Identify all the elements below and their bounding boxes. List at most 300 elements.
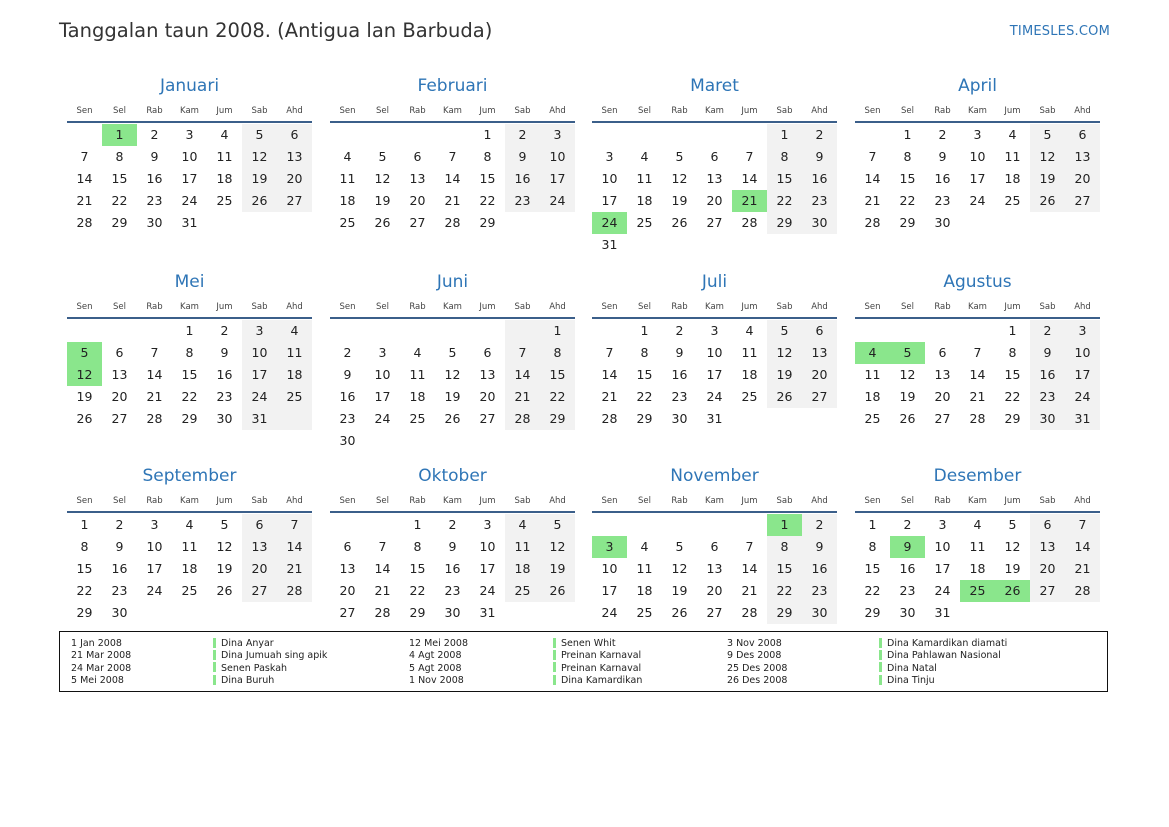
day-cell: 29 — [549, 411, 566, 426]
day-cell: 20 — [409, 193, 426, 208]
weekday-label: Sel — [113, 302, 126, 312]
weekday-label: Rab — [671, 106, 688, 116]
day-cell: 12 — [251, 149, 268, 164]
day-cell: 24 — [969, 193, 986, 208]
day-cell: 26 — [1039, 193, 1056, 208]
weekday-label: Ahd — [549, 302, 566, 312]
header-rule — [592, 121, 837, 123]
day-cell: 4 — [220, 127, 229, 142]
day-cell: 26 — [251, 193, 268, 208]
day-cell: 11 — [409, 367, 426, 382]
day-cell: 6 — [115, 345, 124, 360]
day-cell: 11 — [636, 171, 653, 186]
day-cell: 4 — [973, 517, 982, 532]
day-cell: 5 — [220, 517, 229, 532]
day-cell: 31 — [601, 237, 618, 252]
day-cell: 8 — [1008, 345, 1017, 360]
day-cell: 1 — [413, 517, 422, 532]
day-cell: 28 — [76, 215, 93, 230]
month-name: Februari — [417, 76, 488, 96]
day-cell: 25 — [741, 389, 758, 404]
weekday-label: Sab — [514, 496, 531, 506]
day-cell: 13 — [286, 149, 303, 164]
weekday-label: Sel — [376, 106, 389, 116]
day-cell: 17 — [1074, 367, 1091, 382]
day-cell: 14 — [601, 367, 618, 382]
day-cell: 27 — [251, 583, 268, 598]
day-cell: 26 — [374, 215, 391, 230]
day-cell: 8 — [483, 149, 492, 164]
legend-holiday-name: Dina Tinju — [887, 675, 935, 687]
day-cell: 29 — [899, 215, 916, 230]
day-cell: 21 — [514, 389, 531, 404]
legend-date: 5 Agt 2008 — [409, 662, 462, 674]
day-cell: 18 — [636, 193, 653, 208]
day-cell: 17 — [479, 561, 496, 576]
legend-date: 24 Mar 2008 — [71, 662, 132, 674]
day-cell: 10 — [549, 149, 566, 164]
month-name: Desember — [933, 466, 1022, 486]
day-cell: 7 — [745, 539, 754, 554]
day-cell: 11 — [339, 171, 356, 186]
day-cell: 10 — [251, 345, 268, 360]
day-cell: 16 — [1039, 367, 1056, 382]
header-rule — [330, 317, 575, 319]
month-name: Oktober — [418, 466, 487, 486]
day-cell: 28 — [374, 605, 391, 620]
day-cell: 20 — [1074, 171, 1091, 186]
header-rule — [855, 317, 1100, 319]
weekday-label: Jum — [479, 106, 496, 116]
month-name: September — [142, 466, 237, 486]
day-cell: 4 — [343, 149, 352, 164]
holiday-color-marker — [553, 662, 556, 672]
month-name: April — [958, 76, 997, 96]
day-cell: 20 — [339, 583, 356, 598]
weekday-label: Sen — [864, 106, 881, 116]
day-cell: 28 — [286, 583, 303, 598]
legend-holiday-name: Dina Kamardikan diamati — [887, 638, 1008, 649]
day-cell: 11 — [286, 345, 303, 360]
day-cell: 10 — [374, 367, 391, 382]
weekday-label: Jum — [741, 496, 758, 506]
day-cell: 10 — [706, 345, 723, 360]
day-cell: 6 — [938, 345, 947, 360]
day-cell: 1 — [185, 323, 194, 338]
legend-item — [553, 650, 642, 662]
day-cell: 21 — [444, 193, 461, 208]
day-cell: 24 — [1074, 389, 1091, 404]
day-cell: 23 — [111, 583, 128, 598]
weekday-label: Kam — [443, 302, 462, 312]
day-cell: 3 — [378, 345, 387, 360]
day-cell: 28 — [741, 215, 758, 230]
day-cell: 30 — [934, 215, 951, 230]
legend-date: 1 Jan 2008 — [71, 638, 122, 649]
day-cell: 2 — [518, 127, 527, 142]
day-cell: 21 — [969, 389, 986, 404]
day-cell: 2 — [903, 517, 912, 532]
day-cell: 22 — [479, 193, 496, 208]
legend-dates-column — [71, 638, 131, 688]
day-cell: 6 — [1043, 517, 1052, 532]
header-rule — [67, 317, 312, 319]
day-cell: 7 — [80, 149, 89, 164]
day-cell: 21 — [1074, 561, 1091, 576]
legend-holiday-name: Senen Paskah — [221, 662, 288, 674]
day-cell: 27 — [934, 411, 951, 426]
day-cell: 22 — [409, 583, 426, 598]
day-cell: 2 — [1043, 323, 1052, 338]
day-cell: 16 — [899, 561, 916, 576]
day-cell: 5 — [255, 127, 264, 142]
day-cell: 3 — [553, 127, 562, 142]
day-cell: 9 — [448, 539, 457, 554]
day-cell: 6 — [710, 539, 719, 554]
day-cell: 24 — [549, 193, 566, 208]
weekday-header — [330, 496, 575, 510]
weekday-label: Sen — [601, 106, 618, 116]
day-cell: 14 — [286, 539, 303, 554]
day-cell: 9 — [815, 539, 824, 554]
day-cell: 10 — [479, 539, 496, 554]
day-cell: 17 — [969, 171, 986, 186]
day-cell: 23 — [934, 193, 951, 208]
weekday-label: Ahd — [286, 302, 303, 312]
weekday-header — [67, 106, 312, 120]
day-cell: 22 — [776, 193, 793, 208]
day-cell: 18 — [1004, 171, 1021, 186]
weekday-header — [330, 106, 575, 120]
weekday-label: Sel — [113, 496, 126, 506]
day-cell: 4 — [640, 539, 649, 554]
weekday-label: Ahd — [811, 302, 828, 312]
day-cell: 17 — [601, 583, 618, 598]
legend-item — [213, 650, 327, 662]
day-cell: 19 — [374, 193, 391, 208]
day-cell: 4 — [745, 323, 754, 338]
day-cell: 29 — [776, 605, 793, 620]
legend-holiday-name: Dina Kamardikan — [561, 675, 643, 687]
day-cell: 20 — [706, 193, 723, 208]
day-cell: 30 — [1039, 411, 1056, 426]
weekday-label: Sen — [76, 496, 93, 506]
day-cell: 16 — [934, 171, 951, 186]
day-cell: 21 — [601, 389, 618, 404]
weekday-label: Kam — [443, 496, 462, 506]
day-cell: 23 — [146, 193, 163, 208]
day-cell: 5 — [675, 539, 684, 554]
day-cell: 27 — [111, 411, 128, 426]
day-cell: 3 — [710, 323, 719, 338]
legend-holiday-name: Preinan Karnaval — [561, 650, 642, 662]
day-cell: 26 — [444, 411, 461, 426]
day-cell: 23 — [671, 389, 688, 404]
holiday-color-marker — [213, 662, 216, 672]
day-cell: 10 — [934, 539, 951, 554]
weekday-label: Kam — [705, 496, 724, 506]
day-cell: 4 — [413, 345, 422, 360]
day-cell: 20 — [479, 389, 496, 404]
weekday-label: Sen — [864, 302, 881, 312]
day-cell: 27 — [1039, 583, 1056, 598]
legend-date: 9 Des 2008 — [727, 650, 782, 662]
weekday-label: Sab — [514, 302, 531, 312]
day-cell: 31 — [1074, 411, 1091, 426]
holiday-color-marker — [553, 675, 556, 685]
day-cell: 28 — [741, 605, 758, 620]
header-rule — [855, 511, 1100, 513]
day-cell: 12 — [671, 171, 688, 186]
day-cell: 5 — [1043, 127, 1052, 142]
weekday-label: Sab — [776, 496, 793, 506]
holiday-day-cell: 12 — [67, 364, 102, 386]
day-cell: 17 — [181, 171, 198, 186]
weekday-label: Rab — [146, 302, 163, 312]
day-cell: 2 — [220, 323, 229, 338]
weekday-label: Sel — [638, 302, 651, 312]
month-name: Januari — [159, 76, 220, 96]
day-cell: 18 — [969, 561, 986, 576]
month-name: Maret — [690, 76, 739, 96]
day-cell: 12 — [374, 171, 391, 186]
day-cell: 15 — [776, 171, 793, 186]
day-cell: 19 — [671, 193, 688, 208]
weekday-label: Jum — [1004, 496, 1021, 506]
weekday-label: Jum — [216, 496, 233, 506]
day-cell: 9 — [150, 149, 159, 164]
day-cell: 16 — [671, 367, 688, 382]
day-cell: 8 — [413, 539, 422, 554]
day-cell: 20 — [286, 171, 303, 186]
day-cell: 21 — [374, 583, 391, 598]
day-cell: 15 — [864, 561, 881, 576]
month-name: Juli — [701, 272, 728, 292]
day-cell: 1 — [553, 323, 562, 338]
day-cell: 6 — [1078, 127, 1087, 142]
weekday-label: Rab — [409, 106, 426, 116]
day-cell: 2 — [815, 517, 824, 532]
day-cell: 13 — [339, 561, 356, 576]
day-cell: 26 — [776, 389, 793, 404]
weekday-label: Kam — [180, 106, 199, 116]
day-cell: 13 — [1039, 539, 1056, 554]
day-cell: 25 — [864, 411, 881, 426]
day-cell: 22 — [181, 389, 198, 404]
day-cell: 20 — [251, 561, 268, 576]
holiday-color-marker — [553, 638, 556, 648]
day-cell: 21 — [76, 193, 93, 208]
day-cell: 6 — [815, 323, 824, 338]
holiday-day-cell: 4 — [855, 342, 890, 364]
day-cell: 12 — [549, 539, 566, 554]
holiday-day-cell: 25 — [960, 580, 995, 602]
holiday-color-marker — [213, 638, 216, 648]
day-cell: 30 — [111, 605, 128, 620]
day-cell: 11 — [216, 149, 233, 164]
weekday-label: Jum — [216, 302, 233, 312]
day-cell: 14 — [76, 171, 93, 186]
day-cell: 5 — [1008, 517, 1017, 532]
day-cell: 13 — [479, 367, 496, 382]
day-cell: 5 — [378, 149, 387, 164]
day-cell: 11 — [514, 539, 531, 554]
weekday-label: Rab — [671, 496, 688, 506]
day-cell: 20 — [934, 389, 951, 404]
legend-names-column — [553, 638, 642, 688]
day-cell: 25 — [636, 215, 653, 230]
weekday-label: Kam — [180, 302, 199, 312]
weekday-header — [855, 496, 1100, 510]
day-cell: 20 — [1039, 561, 1056, 576]
day-cell: 10 — [601, 171, 618, 186]
day-cell: 7 — [868, 149, 877, 164]
day-cell: 1 — [780, 127, 789, 142]
weekday-label: Kam — [968, 302, 987, 312]
weekday-label: Jum — [1004, 302, 1021, 312]
day-cell: 16 — [339, 389, 356, 404]
day-cell: 23 — [1039, 389, 1056, 404]
day-cell: 2 — [938, 127, 947, 142]
day-cell: 12 — [216, 539, 233, 554]
day-cell: 18 — [216, 171, 233, 186]
day-cell: 21 — [146, 389, 163, 404]
day-cell: 15 — [479, 171, 496, 186]
day-cell: 11 — [969, 539, 986, 554]
day-cell: 9 — [1043, 345, 1052, 360]
legend-holiday-name: Dina Buruh — [221, 675, 275, 687]
weekday-header — [592, 496, 837, 510]
day-cell: 22 — [76, 583, 93, 598]
day-cell: 19 — [671, 583, 688, 598]
day-cell: 31 — [181, 215, 198, 230]
day-cell: 28 — [601, 411, 618, 426]
holiday-day-cell: 5 — [890, 342, 925, 364]
day-cell: 6 — [710, 149, 719, 164]
day-cell: 19 — [444, 389, 461, 404]
weekday-label: Sab — [514, 106, 531, 116]
day-cell: 14 — [1074, 539, 1091, 554]
day-cell: 16 — [146, 171, 163, 186]
day-cell: 2 — [675, 323, 684, 338]
day-cell: 15 — [636, 367, 653, 382]
day-cell: 28 — [864, 215, 881, 230]
holiday-color-marker — [879, 662, 882, 672]
day-cell: 14 — [864, 171, 881, 186]
weekday-label: Sel — [638, 496, 651, 506]
weekday-label: Sel — [376, 302, 389, 312]
legend-item — [213, 663, 327, 675]
holiday-color-marker — [553, 650, 556, 660]
day-cell: 25 — [216, 193, 233, 208]
legend-date: 1 Nov 2008 — [409, 675, 464, 687]
day-cell: 9 — [938, 149, 947, 164]
day-cell: 7 — [745, 149, 754, 164]
holiday-day-cell: 1 — [767, 514, 802, 536]
weekday-label: Kam — [180, 496, 199, 506]
day-cell: 11 — [741, 345, 758, 360]
day-cell: 1 — [640, 323, 649, 338]
header-rule — [592, 511, 837, 513]
day-cell: 27 — [286, 193, 303, 208]
day-cell: 30 — [216, 411, 233, 426]
weekday-header — [592, 302, 837, 316]
weekday-label: Sen — [339, 106, 356, 116]
holiday-color-marker — [213, 650, 216, 660]
weekday-label: Ahd — [811, 106, 828, 116]
day-cell: 16 — [811, 561, 828, 576]
day-cell: 27 — [409, 215, 426, 230]
day-cell: 8 — [553, 345, 562, 360]
day-cell: 30 — [811, 605, 828, 620]
day-cell: 3 — [938, 517, 947, 532]
day-cell: 11 — [864, 367, 881, 382]
day-cell: 24 — [934, 583, 951, 598]
day-cell: 1 — [80, 517, 89, 532]
weekday-label: Sab — [251, 106, 268, 116]
day-cell: 24 — [181, 193, 198, 208]
weekday-label: Sel — [901, 302, 914, 312]
weekday-header — [67, 302, 312, 316]
day-cell: 21 — [286, 561, 303, 576]
weekday-label: Sab — [1039, 302, 1056, 312]
legend-holiday-name: Dina Anyar — [221, 638, 274, 649]
day-cell: 28 — [514, 411, 531, 426]
day-cell: 18 — [636, 583, 653, 598]
day-cell: 27 — [1074, 193, 1091, 208]
site-link[interactable]: TIMESLES.COM — [1009, 24, 1110, 39]
day-cell: 25 — [181, 583, 198, 598]
day-cell: 12 — [1039, 149, 1056, 164]
legend-date: 26 Des 2008 — [727, 675, 788, 687]
day-cell: 30 — [444, 605, 461, 620]
weekday-label: Ahd — [549, 106, 566, 116]
day-cell: 30 — [339, 433, 356, 448]
holiday-legend — [59, 631, 1108, 692]
day-cell: 25 — [409, 411, 426, 426]
day-cell: 11 — [181, 539, 198, 554]
day-cell: 4 — [290, 323, 299, 338]
weekday-label: Sab — [1039, 106, 1056, 116]
holiday-day-cell: 3 — [592, 536, 627, 558]
day-cell: 30 — [899, 605, 916, 620]
weekday-header — [67, 496, 312, 510]
day-cell: 23 — [339, 411, 356, 426]
day-cell: 29 — [864, 605, 881, 620]
weekday-label: Sab — [776, 106, 793, 116]
day-cell: 7 — [973, 345, 982, 360]
day-cell: 16 — [811, 171, 828, 186]
weekday-label: Ahd — [1074, 302, 1091, 312]
month-name: Juni — [436, 272, 469, 292]
day-cell: 1 — [483, 127, 492, 142]
month-name: Agustus — [943, 272, 1012, 292]
day-cell: 19 — [1039, 171, 1056, 186]
day-cell: 22 — [899, 193, 916, 208]
day-cell: 19 — [251, 171, 268, 186]
day-cell: 14 — [146, 367, 163, 382]
month-name: November — [670, 466, 759, 486]
legend-item — [879, 675, 1007, 687]
weekday-label: Jum — [216, 106, 233, 116]
legend-names-column — [879, 638, 1007, 688]
legend-holiday-name: Dina Pahlawan Nasional — [887, 650, 1001, 662]
weekday-label: Ahd — [1074, 496, 1091, 506]
header-rule — [855, 121, 1100, 123]
day-cell: 25 — [286, 389, 303, 404]
day-cell: 29 — [1004, 411, 1021, 426]
day-cell: 9 — [220, 345, 229, 360]
